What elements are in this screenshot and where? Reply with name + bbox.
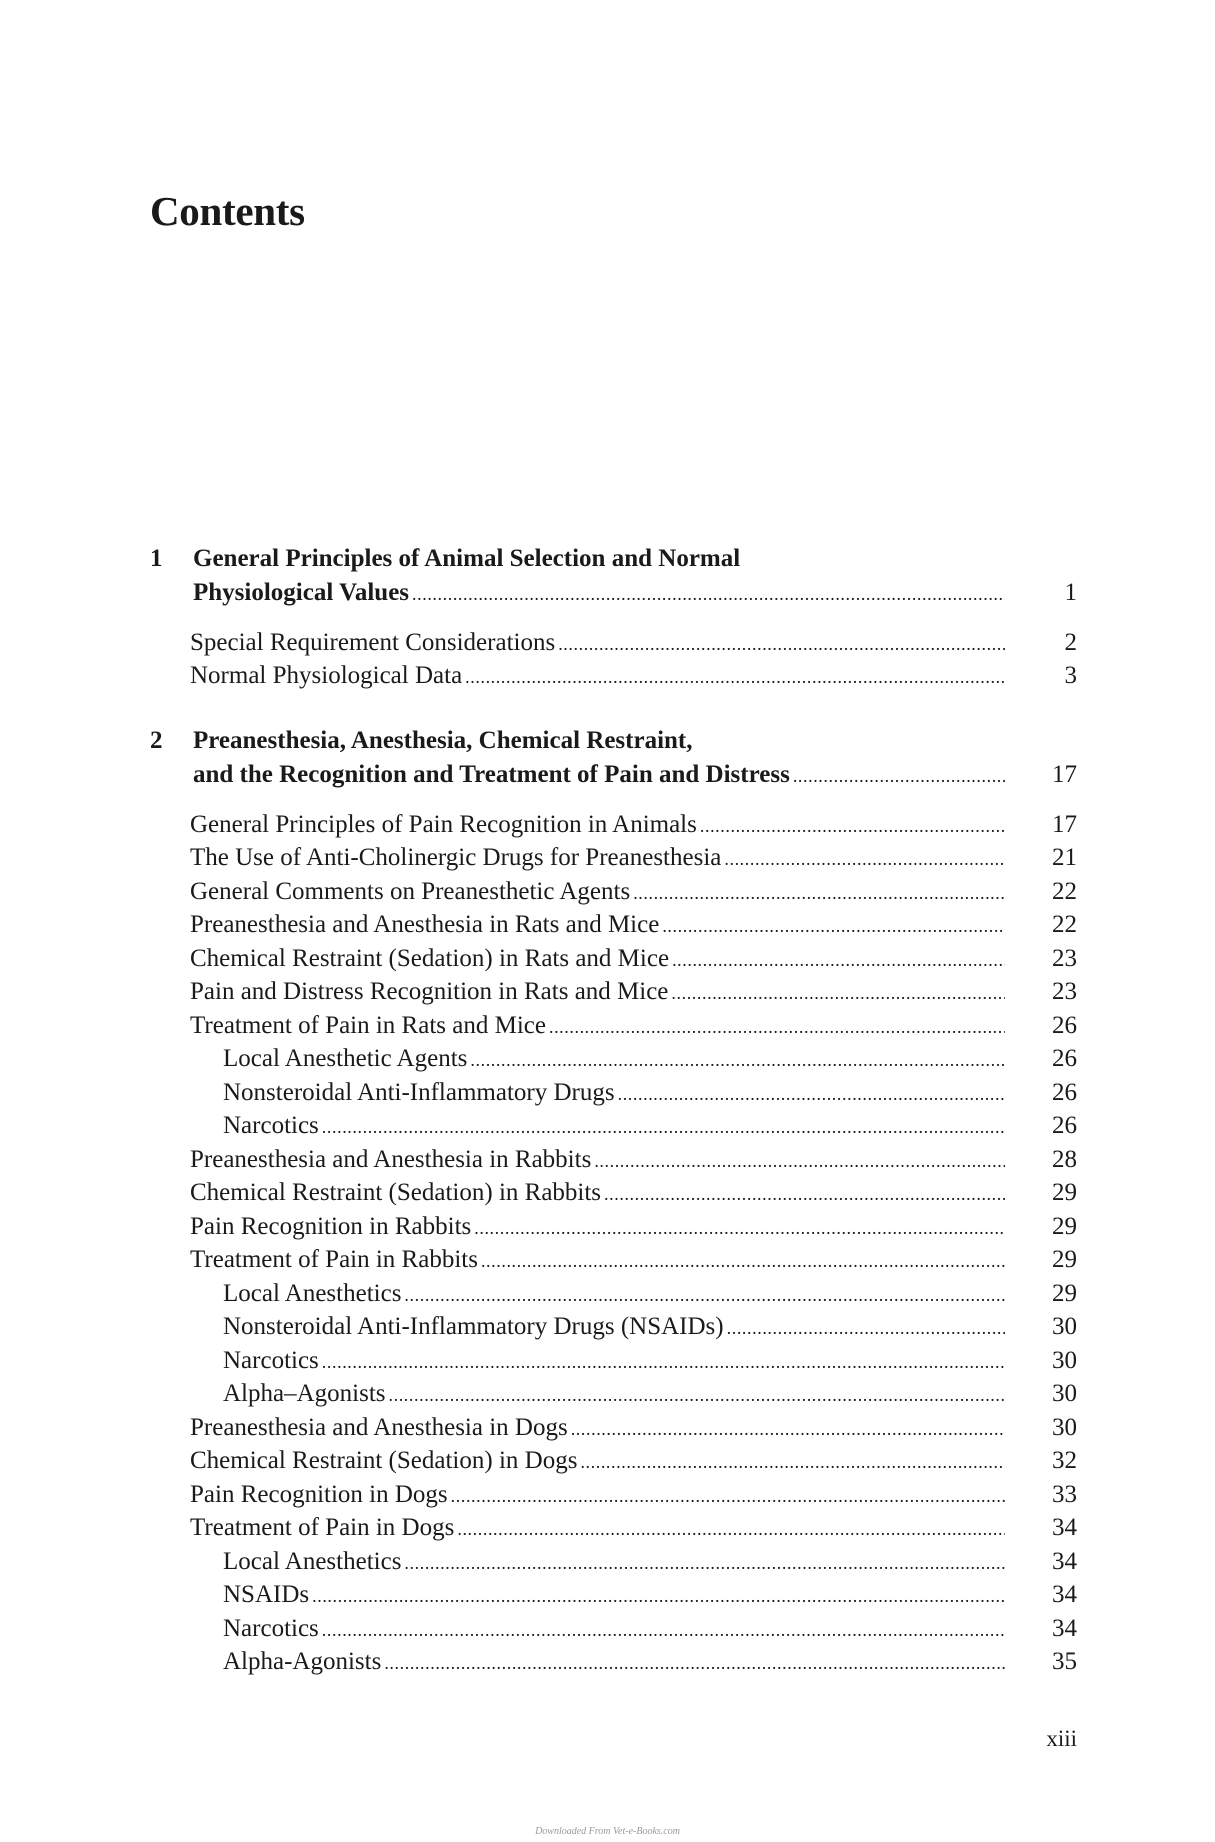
- entry-label: Alpha-Agonists: [223, 1648, 382, 1675]
- dot-leader: [672, 950, 1005, 971]
- page-number: 17: [1052, 810, 1077, 838]
- dot-leader: [571, 1419, 1005, 1440]
- entry-label: Preanesthesia and Anesthesia in Rabbits: [190, 1145, 592, 1173]
- dot-leader: [412, 584, 1005, 605]
- dot-leader: [618, 1084, 1005, 1105]
- chapter-title-continued: Physiological Values: [193, 578, 410, 606]
- entry-label: Pain Recognition in Rabbits: [190, 1212, 472, 1240]
- page-number: 32: [1052, 1447, 1077, 1474]
- page-number: 34: [1052, 1581, 1077, 1608]
- entry-label: Special Requirement Considerations: [190, 628, 556, 656]
- page-number: 30: [1052, 1313, 1077, 1340]
- toc-entry[interactable]: [190, 878, 1005, 908]
- page-number: 28: [1052, 1145, 1077, 1173]
- dot-leader: [457, 1519, 1005, 1540]
- dot-leader: [322, 1352, 1005, 1373]
- page-number: 23: [1052, 944, 1077, 972]
- chapter-title: Preanesthesia, Anesthesia, Chemical Restraint,: [193, 727, 693, 754]
- entry-label: Narcotics: [223, 1346, 319, 1374]
- dot-leader: [604, 1184, 1005, 1205]
- page-number: 29: [1052, 1212, 1077, 1240]
- toc-entry[interactable]: [190, 1146, 1005, 1176]
- toc-entry[interactable]: [190, 662, 1005, 692]
- toc-subentry[interactable]: [223, 1280, 1005, 1310]
- toc-subentry[interactable]: [223, 1548, 1005, 1578]
- toc-entry[interactable]: [190, 811, 1005, 841]
- toc-subentry[interactable]: [223, 1581, 1005, 1611]
- dot-leader: [470, 1050, 1005, 1071]
- dot-leader: [404, 1285, 1005, 1306]
- page-number: 26: [1052, 1045, 1077, 1072]
- chapter-number: 1: [150, 545, 163, 572]
- page-number: 29: [1052, 1246, 1077, 1273]
- entry-label: Pain Recognition in Dogs: [190, 1480, 448, 1508]
- toc-entry[interactable]: [190, 844, 1005, 874]
- toc-subentry[interactable]: [223, 1045, 1005, 1075]
- dot-leader: [558, 634, 1005, 655]
- entry-label: Normal Physiological Data: [190, 662, 463, 689]
- page-number: 22: [1052, 877, 1077, 905]
- page-number: 26: [1052, 1112, 1077, 1139]
- toc-entry[interactable]: [190, 945, 1005, 975]
- watermark-text: Downloaded From Vet-e-Books.com: [535, 1826, 680, 1837]
- entry-label: Nonsteroidal Anti-Inflammatory Drugs (NSAIDs): [223, 1313, 724, 1340]
- dot-leader: [727, 1318, 1005, 1339]
- page-folio: xiii: [1046, 1726, 1077, 1751]
- page-number: 35: [1052, 1648, 1077, 1675]
- page-number: 26: [1052, 1078, 1077, 1106]
- chapter-title-link[interactable]: [193, 579, 1005, 609]
- chapter-number: 2: [150, 727, 163, 754]
- page-number: 29: [1052, 1279, 1077, 1307]
- dot-leader: [389, 1385, 1006, 1406]
- page-number: 30: [1052, 1380, 1077, 1407]
- dot-leader: [700, 816, 1005, 837]
- toc-entry[interactable]: [190, 1246, 1005, 1276]
- dot-leader: [594, 1151, 1005, 1172]
- page-number: 22: [1052, 911, 1077, 938]
- page-number: 21: [1052, 844, 1077, 871]
- toc-entry[interactable]: [190, 1012, 1005, 1042]
- chapter-title: General Principles of Animal Selection and Normal: [193, 545, 741, 572]
- dot-leader: [671, 983, 1005, 1004]
- dot-leader: [451, 1486, 1005, 1507]
- toc-entry[interactable]: [190, 1481, 1005, 1511]
- entry-label: NSAIDs: [223, 1581, 310, 1608]
- toc-subentry[interactable]: [223, 1615, 1005, 1645]
- dot-leader: [793, 766, 1005, 787]
- entry-label: Pain and Distress Recognition in Rats and Mice: [190, 978, 669, 1005]
- entry-label: Chemical Restraint (Sedation) in Dogs: [190, 1447, 578, 1474]
- entry-label: Treatment of Pain in Rabbits: [190, 1246, 478, 1273]
- entry-label: Nonsteroidal Anti-Inflammatory Drugs: [223, 1078, 615, 1106]
- dot-leader: [481, 1251, 1005, 1272]
- entry-label: Local Anesthetics: [223, 1279, 402, 1307]
- toc-subentry[interactable]: [223, 1380, 1005, 1410]
- page-number: 34: [1052, 1614, 1077, 1642]
- entry-label: Local Anesthetic Agents: [223, 1045, 468, 1072]
- dot-leader: [384, 1653, 1005, 1674]
- page-number: 30: [1052, 1346, 1077, 1374]
- toc-entry[interactable]: [190, 978, 1005, 1008]
- dot-leader: [580, 1452, 1005, 1473]
- dot-leader: [724, 849, 1005, 870]
- page-number: 23: [1052, 978, 1077, 1005]
- entry-label: Alpha–Agonists: [223, 1380, 386, 1407]
- entry-label: Narcotics: [223, 1614, 319, 1642]
- entry-label: Treatment of Pain in Rats and Mice: [190, 1011, 546, 1039]
- entry-label: Narcotics: [223, 1112, 319, 1139]
- page-number: 17: [1052, 760, 1077, 788]
- entry-label: Preanesthesia and Anesthesia in Dogs: [190, 1413, 568, 1441]
- entry-label: The Use of Anti-Cholinergic Drugs for Preanesthesia: [190, 844, 722, 871]
- entry-label: General Comments on Preanesthetic Agents: [190, 877, 631, 905]
- entry-label: General Principles of Pain Recognition in Animals: [190, 810, 697, 838]
- dot-leader: [662, 916, 1005, 937]
- page-number: 26: [1052, 1011, 1077, 1039]
- dot-leader: [404, 1553, 1005, 1574]
- entry-label: Local Anesthetics: [223, 1547, 402, 1575]
- entry-label: Treatment of Pain in Dogs: [190, 1514, 455, 1541]
- page-title: Contents: [150, 188, 305, 235]
- dot-leader: [465, 667, 1005, 688]
- dot-leader: [474, 1218, 1005, 1239]
- toc-entry[interactable]: [190, 1213, 1005, 1243]
- toc-entry[interactable]: [190, 1447, 1005, 1477]
- dot-leader: [312, 1586, 1005, 1607]
- chapter-title-link[interactable]: [193, 761, 1005, 791]
- entry-label: Chemical Restraint (Sedation) in Rats and Mice: [190, 944, 670, 972]
- toc-entry[interactable]: [190, 1514, 1005, 1544]
- toc-subentry[interactable]: [223, 1347, 1005, 1377]
- dot-leader: [322, 1117, 1005, 1138]
- page-number: 33: [1052, 1480, 1077, 1508]
- dot-leader: [322, 1620, 1005, 1641]
- toc-subentry[interactable]: [223, 1648, 1005, 1678]
- toc-subentry[interactable]: [223, 1313, 1005, 1343]
- dot-leader: [633, 883, 1005, 904]
- toc-entry[interactable]: [190, 911, 1005, 941]
- toc-subentry[interactable]: [223, 1079, 1005, 1109]
- chapter-title-continued: and the Recognition and Treatment of Pain and Distress: [193, 760, 790, 788]
- page-number: 3: [1064, 662, 1077, 689]
- entry-label: Chemical Restraint (Sedation) in Rabbits: [190, 1179, 602, 1206]
- page-number: 34: [1052, 1547, 1077, 1575]
- page-number: 29: [1052, 1179, 1077, 1206]
- toc-entry[interactable]: [190, 629, 1005, 659]
- page-number: 34: [1052, 1514, 1077, 1541]
- toc-entry[interactable]: [190, 1179, 1005, 1209]
- page-number: 30: [1052, 1413, 1077, 1441]
- page-number: 1: [1064, 578, 1077, 606]
- entry-label: Preanesthesia and Anesthesia in Rats and Mice: [190, 911, 660, 938]
- dot-leader: [549, 1017, 1005, 1038]
- toc-subentry[interactable]: [223, 1112, 1005, 1142]
- toc-entry[interactable]: [190, 1414, 1005, 1444]
- page-number: 2: [1064, 628, 1077, 656]
